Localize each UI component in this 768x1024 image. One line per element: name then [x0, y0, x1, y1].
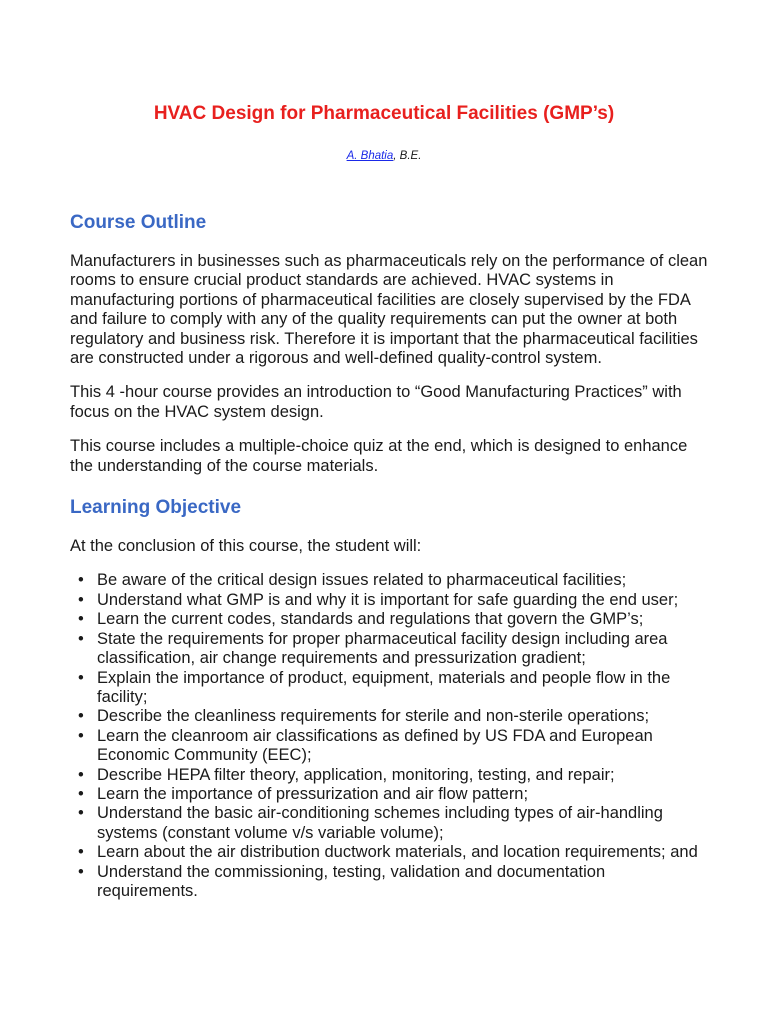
author-link[interactable]: A. Bhatia: [346, 150, 394, 162]
list-item-text: Describe HEPA filter theory, application, monitoring, testing, and repair;: [97, 765, 615, 784]
list-item-text: Understand the commissioning, testing, validation and documentation requirements.: [97, 862, 606, 900]
bullet-icon: •: [78, 765, 84, 784]
document-body: [70, 208, 710, 901]
list-item: [70, 571, 710, 590]
list-item-text: Explain the importance of product, equipment, materials and people flow in the facility;: [97, 668, 671, 706]
list-item: [70, 610, 710, 629]
bullet-icon: •: [78, 804, 84, 823]
list-item: [70, 766, 710, 785]
bullet-icon: •: [78, 668, 84, 687]
list-item: [70, 630, 710, 669]
list-item-text: Learn the current codes, standards and regulations that govern the GMP’s;: [97, 610, 644, 629]
list-item-text: State the requirements for proper pharmaceutical facility design including area classification, air change requirements and pressurization gradient;: [97, 629, 668, 668]
bullet-icon: •: [78, 610, 84, 629]
bullet-icon: •: [78, 707, 84, 726]
list-item: [70, 707, 710, 726]
course-duration-paragraph: This 4 -hour course provides an introduction to “Good Manufacturing Practices” with focus on the HVAC system design.: [70, 383, 682, 421]
list-item: [70, 591, 710, 610]
learning-objective-intro: At the conclusion of this course, the student will:: [70, 537, 422, 556]
list-item-text: Learn the cleanroom air classifications as defined by US FDA and European Economic Community (EEC);: [97, 726, 653, 765]
document-title: HVAC Design for Pharmaceutical Facilities (GMP’s): [153, 103, 615, 124]
author-suffix: , B.E.: [393, 150, 422, 162]
course-outline-heading: Course Outline: [70, 212, 207, 233]
learning-objective-heading: Learning Objective: [70, 497, 242, 519]
list-item-text: Understand the basic air-conditioning schemes including types of air-handling systems (constant volume v/s variable volume);: [97, 804, 663, 842]
list-item-text: Learn about the air distribution ductwork materials, and location requirements; and: [97, 843, 698, 862]
bullet-icon: •: [78, 843, 84, 862]
list-item-text: Describe the cleanliness requirements for sterile and non-sterile operations;: [97, 707, 650, 726]
list-item: [70, 863, 710, 902]
bullet-icon: •: [78, 590, 84, 609]
list-item-text: Learn the importance of pressurization and air flow pattern;: [97, 784, 529, 803]
list-item-text: Understand what GMP is and why it is important for safe guarding the end user;: [97, 590, 679, 609]
bullet-icon: •: [78, 784, 84, 803]
bullet-icon: •: [78, 726, 84, 745]
list-item: [70, 785, 710, 804]
course-outline-paragraph: Manufacturers in businesses such as pharmaceuticals rely on the performance of clean rooms to ensure crucial product standards are achieved. HVAC systems in manufacturing portions of pharmaceutical facilities are closely supervised by the FDA and failure to comply with any of the quality requirements can put the owner at both regulatory and business risk. Therefore it is important that the pharmaceutical facilities are constructed under a rigorous and well-defined quality-control system.: [70, 252, 708, 368]
list-item: [70, 727, 710, 766]
bullet-icon: •: [78, 629, 84, 648]
author-byline: [0, 148, 768, 164]
list-item: [70, 804, 710, 843]
objectives-list: [70, 571, 710, 901]
list-item: [70, 669, 710, 708]
bullet-icon: •: [78, 862, 84, 881]
bullet-icon: •: [78, 571, 84, 590]
list-item-text: Be aware of the critical design issues related to pharmaceutical facilities;: [97, 571, 627, 590]
course-quiz-paragraph: This course includes a multiple-choice quiz at the end, which is designed to enhance the understanding of the course materials.: [70, 437, 688, 475]
list-item: [70, 843, 710, 862]
